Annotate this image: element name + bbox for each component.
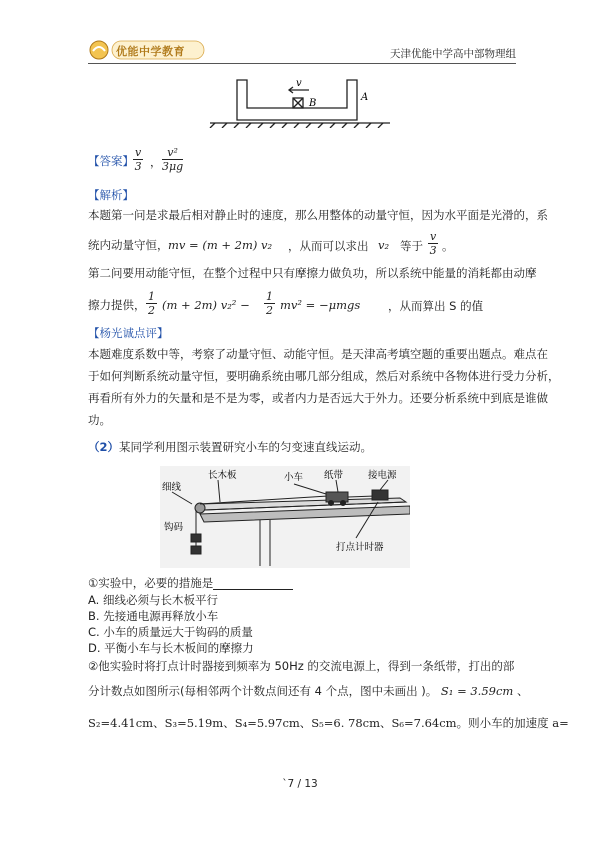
energy-equation-part-1: (m + 2m) v₂² − (162, 298, 250, 312)
comment-label: 【杨光诚点评】 (88, 326, 169, 340)
momentum-equation: mv = (m + 2m) v₂ (168, 238, 273, 252)
question-2-2-line-2-text: 分计数点如图所示(每相邻两个计数点间还有 4 个点，图中未画出 )。 (88, 684, 438, 698)
v-label: v (296, 78, 302, 89)
analysis-line-2-mid: ，从而可以求出 (288, 239, 369, 253)
half-fraction-2: $\frac{1}{2}$ (266, 290, 273, 317)
figure-apparatus-photo (160, 466, 410, 568)
a-label: A (361, 92, 369, 103)
question-2-2-line-2 (88, 684, 528, 698)
analysis-line-2-pre: 统内动量守恒， (88, 238, 169, 252)
answer-sep: ， (150, 155, 162, 169)
question-2-1 (88, 576, 293, 590)
option-a: A. 细线必须与长木板平行 (88, 593, 218, 607)
comment-line-3: 再看所有外力的矢量和是不是为零，或者内力是否远大于外力。还要分析系统中到底是谁做 (88, 391, 548, 405)
analysis-line-4-pre: 擦力提供， (88, 298, 146, 312)
s1-separator: 、 (516, 684, 529, 698)
question-2-2-line-3: S₂=4.41cm、S₃=5.19m、S₄=5.97cm、S₅=6. 78cm、S₆=7.64cm。则小车的加速度 a= (88, 716, 569, 730)
comment-line-4: 功。 (88, 413, 111, 427)
figure-block-diagram (205, 78, 395, 128)
analysis-line-3: 第二问要用动能守恒，在整个过程中只有摩擦力做负功，所以系统中能量的消耗都由动摩 (88, 266, 537, 280)
v2-symbol: v₂ (378, 238, 390, 252)
label-tape: 纸带 (324, 470, 344, 481)
comment-line-1: 本题难度系数中等，考察了动量守恒、动能守恒。是天津高考填空题的重要出题点。难点在 (88, 347, 548, 361)
label-timer: 打点计时器 (336, 542, 384, 553)
analysis-line-1: 本题第一问是求最后相对静止时的速度，那么用整体的动量守恒，因为水平面是光滑的，系 (88, 208, 548, 222)
energy-equation-part-2: mv² = −μmgs (280, 298, 361, 312)
b-label: B (309, 98, 317, 109)
page-header (88, 38, 516, 64)
analysis-line-2-end: 。 (442, 239, 454, 253)
analysis-line-4-end: ，从而算出 S 的值 (388, 299, 484, 313)
answer-blank[interactable] (213, 578, 293, 590)
page-number: `7 / 13 (282, 778, 318, 790)
option-c: C. 小车的质量远大于钩码的质量 (88, 625, 253, 639)
label-car: 小车 (284, 472, 304, 483)
question-2-text: 某同学利用图示装置研究小车的匀变速直线运动。 (119, 440, 373, 454)
analysis-label: 【解析】 (88, 188, 134, 202)
v2-fraction: $\frac{v}{3}$ (429, 230, 437, 257)
answer-frac-1: $\frac{v}{3}$ (134, 146, 142, 173)
question-2-2-line-1: ②他实验时将打点计时器接到频率为 50Hz 的交流电源上，得到一条纸带，打出的部 (88, 659, 515, 673)
answer-frac-2: $\frac{\text{v²}}{3\mu g}$ (162, 146, 184, 173)
s1-value: S₁ = 3.59cm (440, 684, 514, 698)
logo (88, 40, 206, 60)
option-d: D. 平衡小车与长木板间的摩擦力 (88, 641, 254, 655)
logo-text: 优能中学教育 (116, 45, 185, 58)
question-2-title (88, 440, 372, 454)
question-2-1-text: ①实验中，必要的措施是 (88, 576, 214, 590)
label-weight: 钩码 (164, 522, 184, 533)
analysis-line-2-equals: 等于 (400, 239, 423, 253)
label-power: 接电源 (368, 470, 397, 481)
comment-line-2: 于如何判断系统动量守恒，要明确系统由哪几部分组成，然后对系统中各物体进行受力分析， (88, 369, 560, 383)
header-org: 天津优能中学高中部物理组 (390, 48, 516, 60)
label-string: 细线 (162, 482, 182, 493)
label-board: 长木板 (208, 470, 237, 481)
half-fraction-1: $\frac{1}{2}$ (148, 290, 155, 317)
answer-label: 【答案】 (88, 154, 134, 168)
option-b: B. 先接通电源再释放小车 (88, 609, 219, 623)
question-2-number: （2） (88, 440, 120, 454)
